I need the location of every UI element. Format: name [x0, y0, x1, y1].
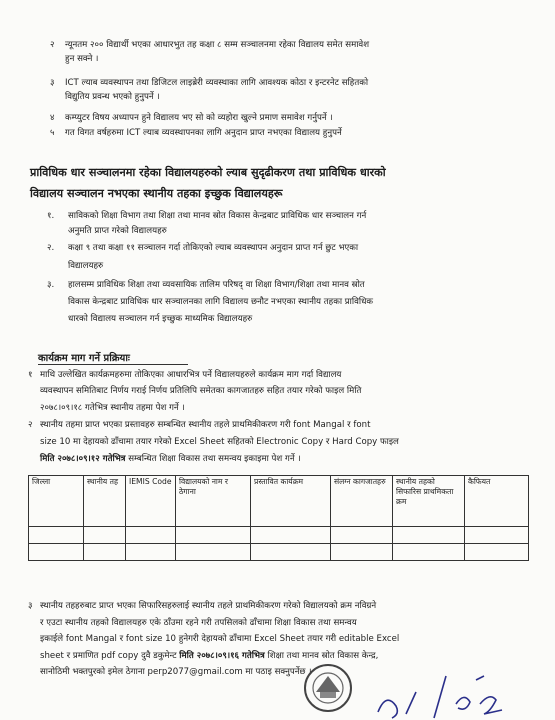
heading-underline	[38, 364, 188, 365]
table-cell	[465, 544, 529, 561]
para-num: २	[28, 420, 33, 430]
list-text: साविकको शिक्षा विभाग तथा शिक्षा तथा मानव स्रोत विकास केन्द्रबाट प्राविधिक धार सञ्चालन गर्न	[68, 211, 367, 221]
list-text: ICT ल्याब व्यवस्थापन तथा डिजिटल लाइब्रेरी व्यवस्थाका लागि आवश्यक कोठा र इन्टरनेट सहितको	[65, 78, 369, 88]
table-cell	[465, 527, 529, 544]
para-text: स्थानीय तहहरुबाट प्राप्त भएका सिफारिसहरुलाई स्थानीय तहले प्राथमिकीकरण गरेको विद्यालयको क्रम नविग्रने	[40, 601, 377, 611]
column-header: विद्यालयको नाम र ठेगाना	[176, 476, 251, 527]
table-cell	[393, 544, 465, 561]
table-row	[29, 544, 529, 561]
list-text: कम्प्युटर विषय अध्यापन हुने विद्यालय भए सो को व्यहोरा खुल्ने प्रमाण समावेश गर्नुपर्ने ।	[65, 113, 333, 123]
process-heading: कार्यक्रम माग गर्ने प्रक्रियाः	[38, 353, 130, 364]
list-text: कक्षा ९ तथा कक्षा ११ सञ्चालन गर्दा तोकिएको ल्याब व्यवस्थापन अनुदान प्राप्त गर्न छुट भएका	[68, 243, 359, 253]
list-text: विकास केन्द्रबाट प्राविधिक धार सञ्चालनका लागि विद्यालय छनौट नभएका स्थानीय तहका प्राविधिक	[68, 297, 374, 307]
table-cell	[126, 527, 176, 544]
list-num: ३	[50, 78, 55, 88]
list-text: विद्युतिय प्रवन्ध भएको हुनुपर्ने ।	[65, 92, 160, 102]
column-header: प्रस्तावित कार्यक्रम	[251, 476, 331, 527]
list-text: गत विगत वर्षहरुमा ICT ल्याब व्यवस्थापनका लागि अनुदान प्राप्त नभएका विद्यालय हुनुपर्ने	[65, 128, 342, 138]
format-table	[28, 475, 529, 561]
table-cell	[251, 527, 331, 544]
list-text: हुन सक्ने ।	[65, 54, 99, 64]
table-cell	[176, 527, 251, 544]
para-text: सानोठिमी भक्तपुरको इमेल ठेगाना perp2077@gmail.com मा पठाइ सक्नुपर्नेछ ।	[40, 667, 312, 677]
table-cell	[84, 527, 126, 544]
column-header: स्थानीय तह	[84, 476, 126, 527]
para-text: शिक्षा तथा मानव स्रोत विकास केन्द्र,	[264, 651, 379, 661]
deadline-date: मिति २०७८।०९।१६ गतेभित्र	[179, 651, 265, 661]
para-text-line	[40, 454, 301, 465]
para-text: माथि उल्लेखित कार्यक्रमहरुमा तोकिएका आधारभित्र पर्ने विद्यालयहरुले कार्यक्रम माग गर्दा विद्यालय	[40, 370, 342, 380]
list-text: हालसम्म प्राविधिक शिक्षा तथा व्यवसायिक तालिम परिषद् वा शिक्षा विभाग/शिक्षा तथा मानव स्रोत	[68, 280, 365, 290]
column-header: IEMIS Code	[126, 476, 176, 527]
deadline-date: मिति २०७८।०९।१२ गतेभित्र	[40, 454, 126, 464]
para-text: sheet र प्रमाणित pdf copy दुवै डकुमेन्ट	[40, 651, 180, 661]
list-num: १.	[47, 211, 55, 221]
list-num: २.	[47, 243, 55, 253]
para-text: इकाईले font Mangal र font size 10 हुनेगरी देहायको ढाँचामा Excel Sheet तयार गरी editable Excel	[40, 634, 400, 644]
list-text: अनुमति प्राप्त गरेको विद्यालयहरु	[68, 226, 167, 236]
table-cell	[176, 544, 251, 561]
table-cell	[29, 544, 84, 561]
list-num: ५	[50, 128, 55, 138]
table-cell	[126, 544, 176, 561]
list-text: विद्यालयहरु	[68, 261, 104, 271]
table-cell	[393, 527, 465, 544]
table-cell	[84, 544, 126, 561]
para-num: ३	[28, 601, 33, 611]
official-seal-emblem	[302, 662, 354, 714]
column-header: जिल्ला	[29, 476, 84, 527]
list-text: धारको विद्यालय सञ्चालन गर्न इच्छुक माध्यमिक विद्यालयहरु	[68, 314, 253, 324]
section-heading: विद्यालय सञ्चालन नभएका स्थानीय तहका इच्छुक विद्यालयहरू	[30, 187, 283, 200]
column-header: स्थानीय तहको सिफारिस प्राथमिकता क्रम	[393, 476, 465, 527]
column-header: कैफियत	[465, 476, 529, 527]
para-text: २०७८।०९।१८ गतेभित्र स्थानीय तहमा पेश गर्ने ।	[40, 403, 185, 413]
para-text: व्यवस्थापन समितिबाट निर्णय गराई निर्णय प्रतिलिपि समेतका कागजातहरु सहित तयार गरेको फाइल मिति	[40, 386, 362, 396]
column-header: संलग्न कागजातहरु	[331, 476, 393, 527]
list-num: ३.	[47, 280, 55, 290]
table-cell	[331, 544, 393, 561]
table-header-row	[29, 476, 529, 527]
list-text: न्यूनतम २०० विद्यार्थी भएका आधारभुत तह कक्षा ८ सम्म सञ्चालनमा रहेका विद्यालय समेत समावेश	[65, 40, 370, 50]
para-text: र एउटा स्थानीय तहको विद्यालयहरु एके ठाँउमा रहने गरी तपसिलको ढाँचामा शिक्षा विकास तथा समन्वय	[40, 618, 357, 628]
para-num: १	[28, 370, 33, 380]
list-num: ४	[50, 113, 55, 123]
table-row	[29, 527, 529, 544]
table-cell	[251, 544, 331, 561]
section-heading: प्राविधिक धार सञ्चालनमा रहेका विद्यालयहरुको ल्याब सुदृढीकरण तथा प्राविधिक धारको	[30, 166, 386, 179]
table-cell	[29, 527, 84, 544]
para-text: size 10 मा देहायको ढाँचामा तयार गरेको Excel Sheet सहितको Electronic Copy र Hard Copy फाइल	[40, 437, 399, 447]
list-num: २	[50, 40, 55, 50]
table-cell	[331, 527, 393, 544]
para-text: सम्बन्धित शिक्षा विकास तथा समन्वय इकाइमा पेश गर्ने ।	[125, 454, 301, 464]
handwritten-signature	[372, 662, 522, 720]
para-text: स्थानीय तहमा प्राप्त भएका प्रस्तावहरु सम्बन्धित स्थानीय तहले प्राथमिकीकरण गरी font Mangal र font	[40, 420, 371, 430]
para-text-line	[40, 651, 378, 662]
